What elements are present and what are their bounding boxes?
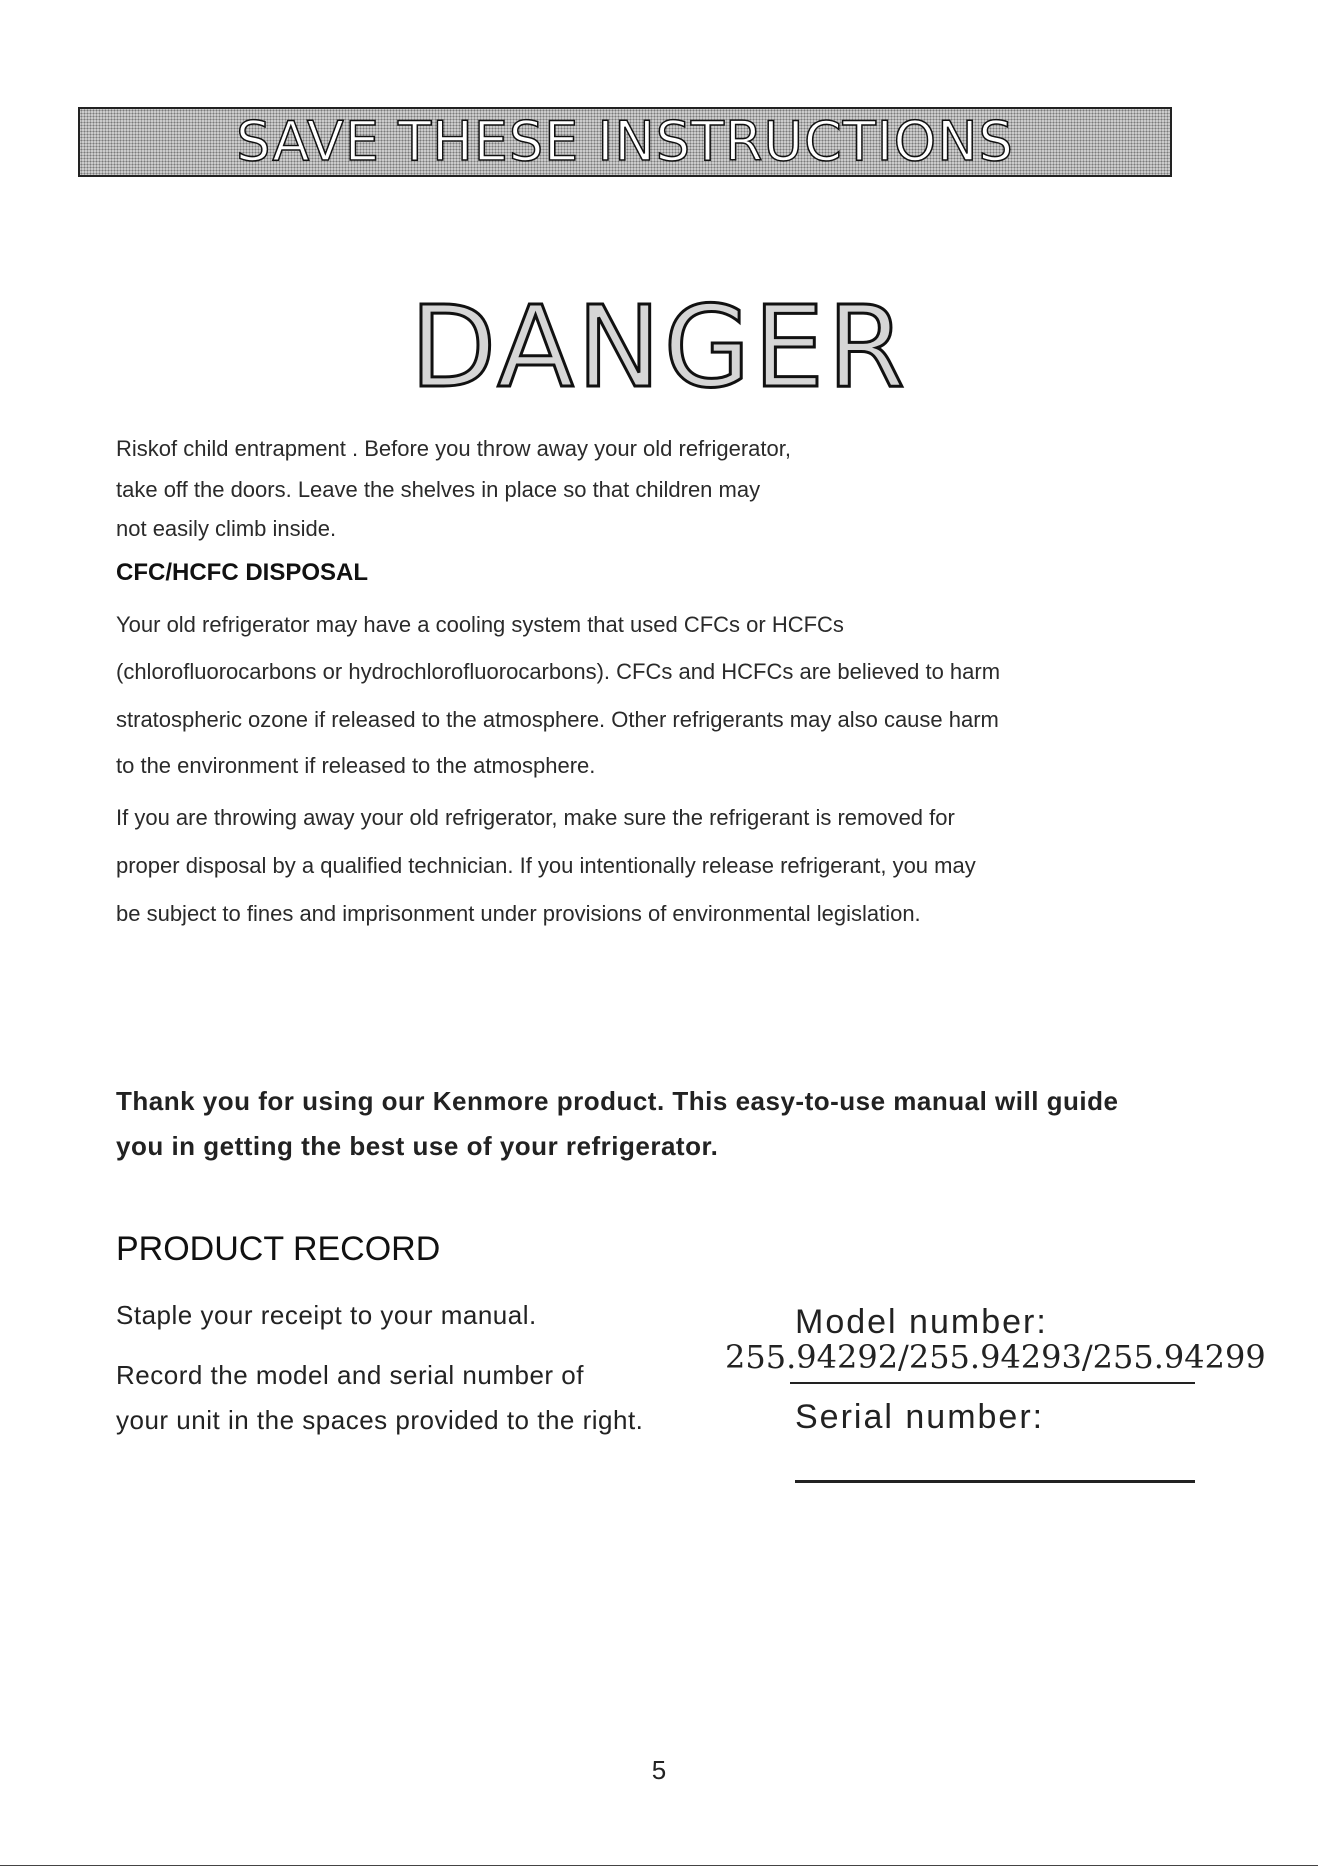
disposal-text-line: (chlorofluorocarbons or hydrochlorofluorocarbons). CFCs and HCFCs are believed to harm: [116, 659, 1001, 684]
thanks-text-line: Thank you for using our Kenmore product. This easy-to-use manual will guide: [116, 1086, 1119, 1116]
banner-title: SAVE THESE INSTRUCTIONS: [236, 110, 1014, 173]
serial-number-field: [795, 1480, 1195, 1483]
danger-text-line: Riskof child entrapment . Before you throw away your old refrigerator,: [116, 436, 791, 461]
model-number-line: [790, 1382, 1195, 1384]
disposal-text-line: Your old refrigerator may have a cooling system that used CFCs or HCFCs: [116, 612, 844, 637]
record-instruction-line: your unit in the spaces provided to the right.: [116, 1405, 644, 1435]
save-instructions-banner: [78, 107, 1172, 177]
model-number-label: Model number:: [795, 1303, 1048, 1341]
disposal-text-line: If you are throwing away your old refrigerator, make sure the refrigerant is removed for: [116, 805, 955, 830]
disposal-text-line: stratospheric ozone if released to the atmosphere. Other refrigerants may also cause harm: [116, 707, 999, 732]
danger-text-line: take off the doors. Leave the shelves in place so that children may: [116, 477, 761, 502]
record-instruction-line: Staple your receipt to your manual.: [116, 1300, 537, 1330]
danger-heading: DANGER: [409, 283, 909, 413]
disposal-text-line: to the environment if released to the atmosphere.: [116, 753, 596, 778]
thanks-text-line: you in getting the best use of your refrigerator.: [116, 1131, 719, 1161]
page-number: 5: [651, 1755, 667, 1785]
disposal-text-line: be subject to fines and imprisonment under provisions of environmental legislation.: [116, 901, 921, 926]
product-record-heading: PRODUCT RECORD: [116, 1230, 441, 1268]
danger-text-line: not easily climb inside.: [116, 516, 337, 541]
model-number-value: 255.94292/255.94293/255.94299: [725, 1338, 1266, 1376]
serial-number-label: Serial number:: [795, 1398, 1045, 1436]
disposal-heading: CFC/HCFC DISPOSAL: [116, 559, 368, 586]
page-bottom-rule: [0, 1865, 1318, 1866]
record-instruction-line: Record the model and serial number of: [116, 1360, 584, 1390]
disposal-text-line: proper disposal by a qualified technician. If you intentionally release refrigerant, you may: [116, 853, 976, 878]
